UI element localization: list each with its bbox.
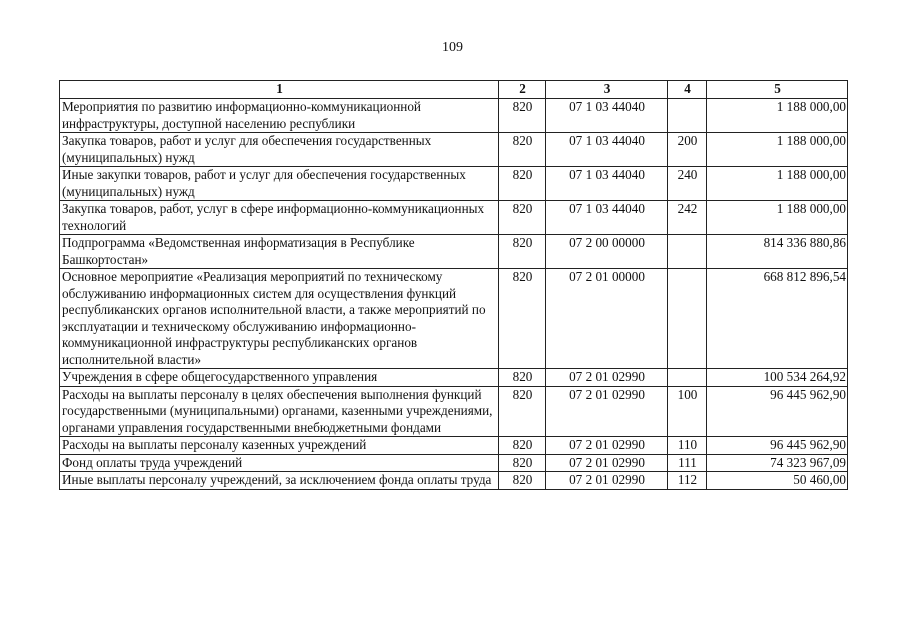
row-sum: 668 812 896,54 <box>707 269 848 369</box>
row-name: Расходы на выплаты персоналу казенных учреждений <box>60 437 499 455</box>
row-csr: 07 2 01 02990 <box>546 454 668 472</box>
page-number: 109 <box>442 40 463 55</box>
row-sum: 100 534 264,92 <box>707 369 848 387</box>
row-ved: 820 <box>499 269 546 369</box>
row-ved: 820 <box>499 167 546 201</box>
row-ved: 820 <box>499 437 546 455</box>
row-name: Закупка товаров, работ и услуг для обеспечения государственных (муниципальных) нужд <box>60 133 499 167</box>
row-name: Основное мероприятие «Реализация мероприятий по техническому обслуживанию информационных систем для осуществления функций республиканских органов исполнительной власти, а также мероприятий по эксплуатации и техническому обслуживанию информационно-коммуникационной инфраструктуры республиканских органов исполнительной власти» <box>60 269 499 369</box>
header-col-5: 5 <box>707 81 848 99</box>
row-name: Учреждения в сфере общегосударственного управления <box>60 369 499 387</box>
row-ved: 820 <box>499 235 546 269</box>
table-row <box>60 235 848 269</box>
header-col-4: 4 <box>668 81 707 99</box>
row-sum: 96 445 962,90 <box>707 386 848 437</box>
row-sum: 1 188 000,00 <box>707 167 848 201</box>
header-col-3: 3 <box>546 81 668 99</box>
row-name: Фонд оплаты труда учреждений <box>60 454 499 472</box>
table-row <box>60 201 848 235</box>
row-vr <box>668 99 707 133</box>
table-row <box>60 454 848 472</box>
row-vr <box>668 369 707 387</box>
row-csr: 07 1 03 44040 <box>546 133 668 167</box>
row-vr: 110 <box>668 437 707 455</box>
table-row <box>60 167 848 201</box>
table-row <box>60 133 848 167</box>
budget-table <box>59 80 848 490</box>
row-vr: 112 <box>668 472 707 490</box>
row-name: Закупка товаров, работ, услуг в сфере информационно-коммуникационных технологий <box>60 201 499 235</box>
row-vr: 100 <box>668 386 707 437</box>
row-ved: 820 <box>499 454 546 472</box>
row-csr: 07 2 01 02990 <box>546 472 668 490</box>
row-sum: 1 188 000,00 <box>707 99 848 133</box>
row-name: Иные выплаты персоналу учреждений, за исключением фонда оплаты труда <box>60 472 499 490</box>
row-csr: 07 1 03 44040 <box>546 201 668 235</box>
table-row <box>60 472 848 490</box>
header-col-2: 2 <box>499 81 546 99</box>
row-csr: 07 1 03 44040 <box>546 99 668 133</box>
row-csr: 07 2 00 00000 <box>546 235 668 269</box>
table-row <box>60 437 848 455</box>
row-ved: 820 <box>499 472 546 490</box>
table-row <box>60 269 848 369</box>
row-ved: 820 <box>499 133 546 167</box>
table-row <box>60 369 848 387</box>
row-vr: 111 <box>668 454 707 472</box>
row-csr: 07 2 01 02990 <box>546 386 668 437</box>
row-vr <box>668 235 707 269</box>
row-sum: 1 188 000,00 <box>707 133 848 167</box>
row-ved: 820 <box>499 201 546 235</box>
row-csr: 07 2 01 00000 <box>546 269 668 369</box>
row-ved: 820 <box>499 99 546 133</box>
row-name: Иные закупки товаров, работ и услуг для обеспечения государственных (муниципальных) нужд <box>60 167 499 201</box>
row-vr: 240 <box>668 167 707 201</box>
row-name: Мероприятия по развитию информационно-коммуникационной инфраструктуры, доступной населению республики <box>60 99 499 133</box>
row-vr: 242 <box>668 201 707 235</box>
row-sum: 50 460,00 <box>707 472 848 490</box>
row-vr: 200 <box>668 133 707 167</box>
row-csr: 07 1 03 44040 <box>546 167 668 201</box>
row-csr: 07 2 01 02990 <box>546 369 668 387</box>
row-csr: 07 2 01 02990 <box>546 437 668 455</box>
row-name: Подпрограмма «Ведомственная информатизация в Республике Башкортостан» <box>60 235 499 269</box>
table-row <box>60 99 848 133</box>
row-ved: 820 <box>499 386 546 437</box>
row-name: Расходы на выплаты персоналу в целях обеспечения выполнения функций государственными (муниципальными) органами, казенными учреждениями, органами управления государственными внебюджетными фондами <box>60 386 499 437</box>
row-vr <box>668 269 707 369</box>
table-row <box>60 386 848 437</box>
table-header-row <box>60 81 848 99</box>
row-sum: 814 336 880,86 <box>707 235 848 269</box>
row-sum: 96 445 962,90 <box>707 437 848 455</box>
row-sum: 74 323 967,09 <box>707 454 848 472</box>
row-sum: 1 188 000,00 <box>707 201 848 235</box>
header-col-1: 1 <box>60 81 499 99</box>
row-ved: 820 <box>499 369 546 387</box>
